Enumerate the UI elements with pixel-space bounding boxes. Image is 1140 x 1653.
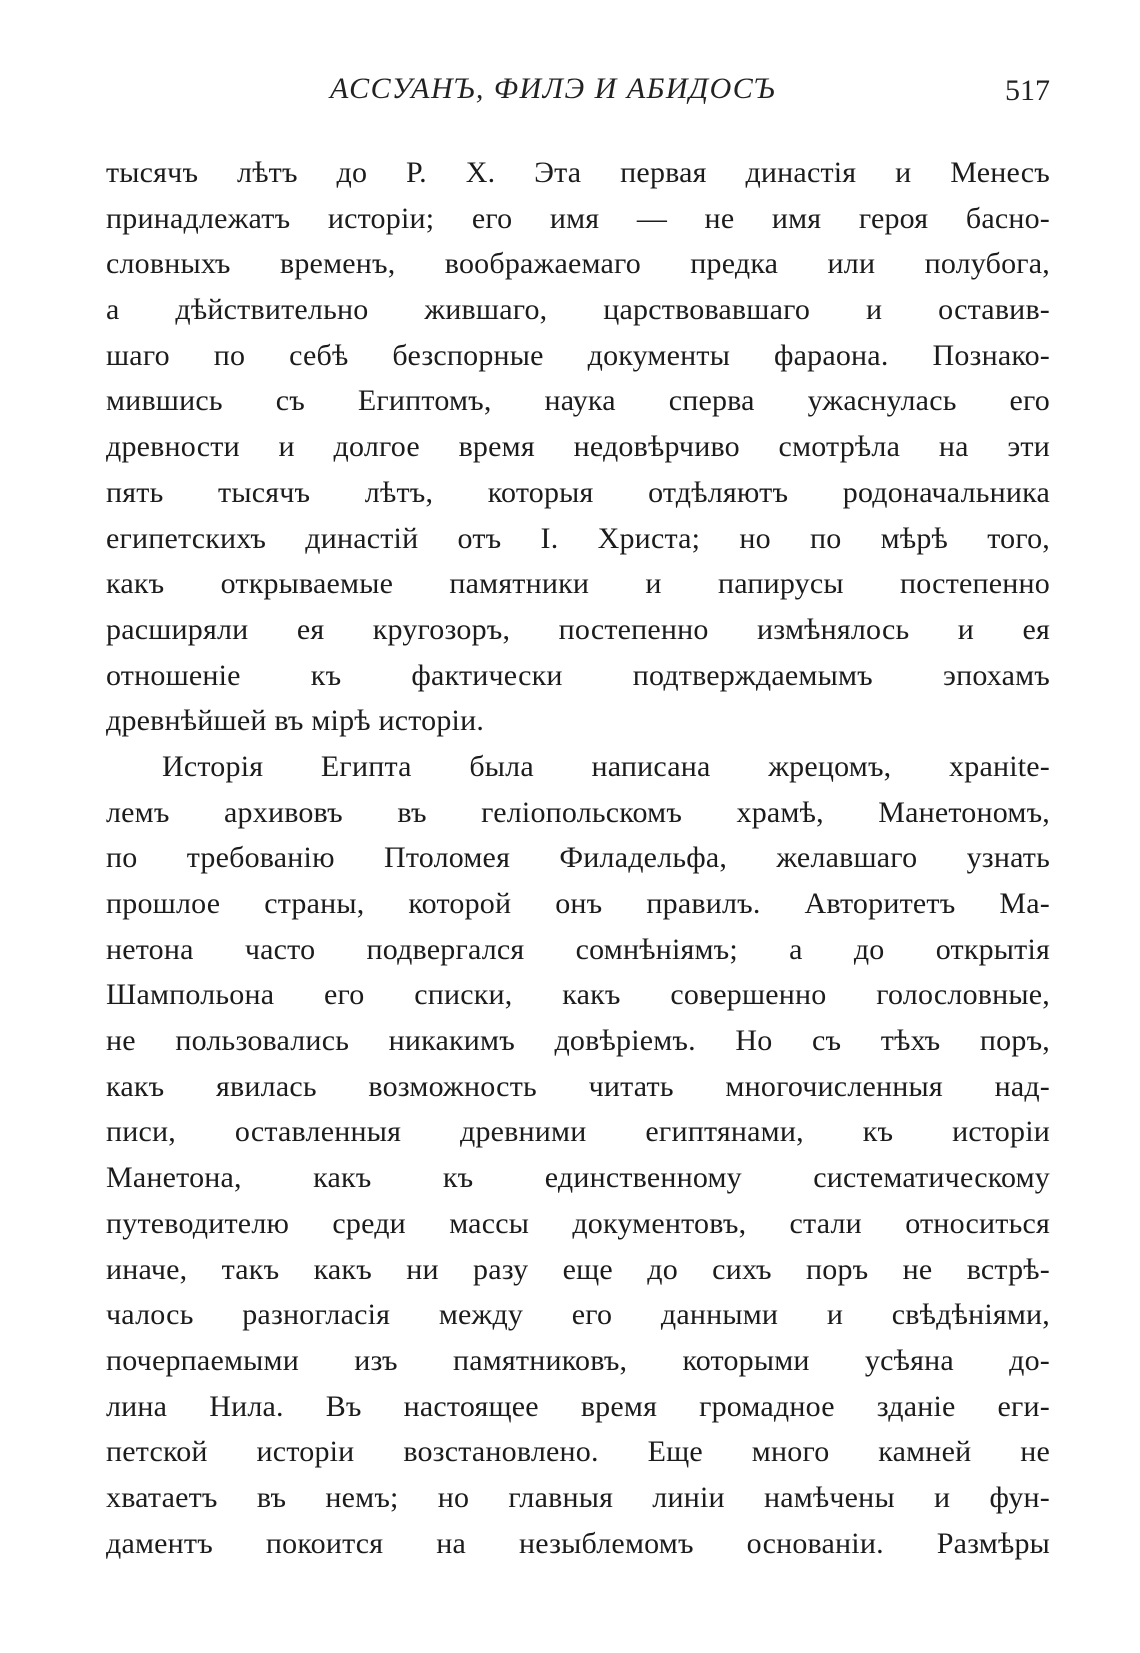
text-line: не пользовались никакимъ довѣріемъ. Но съ тѣхъ поръ, <box>106 1024 1050 1058</box>
text-line: чалось разногласія между его данными и свѣдѣніями, <box>106 1298 1050 1332</box>
text-line: пять тысячъ лѣтъ, которыя отдѣляютъ родоначальника <box>106 475 1050 509</box>
text-line: мившись съ Египтомъ, наука сперва ужаснулась его <box>106 384 1050 418</box>
text-line: лемъ архивовъ въ геліопольскомъ храмѣ, Манетономъ, <box>106 795 1050 829</box>
text-line: тысячъ лѣтъ до Р. Х. Эта первая династія и Менесъ <box>106 156 1050 189</box>
text-line: древнѣйшей въ мірѣ исторіи. <box>106 704 485 738</box>
text-line: а дѣйствительно жившаго, царствовавшаго и оставив- <box>106 293 1050 327</box>
text-line: почерпаемыми изъ памятниковъ, которыми усѣяна до- <box>106 1343 1050 1377</box>
paragraph-1 <box>106 150 1050 744</box>
text-line: иначе, такъ какъ ни разу еще до сихъ поръ не встрѣ- <box>106 1252 1050 1286</box>
text-line: какъ открываемые памятники и папирусы постепенно <box>106 567 1050 601</box>
text-line: нетона часто подвергался сомнѣніямъ; а до открытія <box>106 932 1050 966</box>
body-text <box>106 150 1050 1566</box>
text-line: отношеніе къ фактически подтверждаемымъ эпохамъ <box>106 658 1050 692</box>
text-line: какъ явилась возможность читать многочисленныя над- <box>106 1069 1050 1103</box>
running-title: АССУАНЪ, ФИЛЭ И АБИДОСЪ <box>330 72 777 105</box>
text-line: писи, оставленныя древними египтянами, къ исторіи <box>106 1115 1050 1149</box>
text-line: петской исторіи возстановлено. Еще много камней не <box>106 1435 1050 1469</box>
text-line: расширяли ея кругозоръ, постепенно измѣнялось и ея <box>106 612 1050 646</box>
text-line: древности и долгое время недовѣрчиво смотрѣла на эти <box>106 430 1050 464</box>
text-line: прошлое страны, которой онъ правилъ. Авторитетъ Ма- <box>106 887 1050 920</box>
text-line: хватаетъ въ немъ; но главныя линіи намѣчены и фун- <box>106 1480 1050 1514</box>
text-line: словныхъ временъ, воображаемаго предка или полубога, <box>106 247 1050 281</box>
text-line: Шампольона его списки, какъ совершенно голословные, <box>106 978 1050 1012</box>
text-line: даментъ покоится на незыблемомъ основаніи. Размѣры <box>106 1526 1050 1560</box>
text-line: лина Нила. Въ настоящее время громадное зданіе еги- <box>106 1389 1050 1423</box>
paragraph-2 <box>106 744 1050 1566</box>
running-head <box>0 72 1140 112</box>
page-number: 517 <box>1005 74 1050 107</box>
text-line: египетскихъ династій отъ І. Христа; но по мѣрѣ того, <box>106 521 1050 555</box>
text-line: путеводителю среди массы документовъ, стали относиться <box>106 1206 1050 1240</box>
text-line: Исторія Египта была написана жрецомъ, хранite- <box>162 749 1050 783</box>
text-line: по требованію Птоломея Филадельфа, желавшаго узнать <box>106 841 1050 875</box>
text-line: принадлежатъ исторіи; его имя — не имя героя басно- <box>106 201 1050 235</box>
text-line: Манетона, какъ къ единственному систематическому <box>106 1161 1050 1195</box>
text-line: шаго по себѣ безспорные документы фараона. Познако- <box>106 338 1050 372</box>
